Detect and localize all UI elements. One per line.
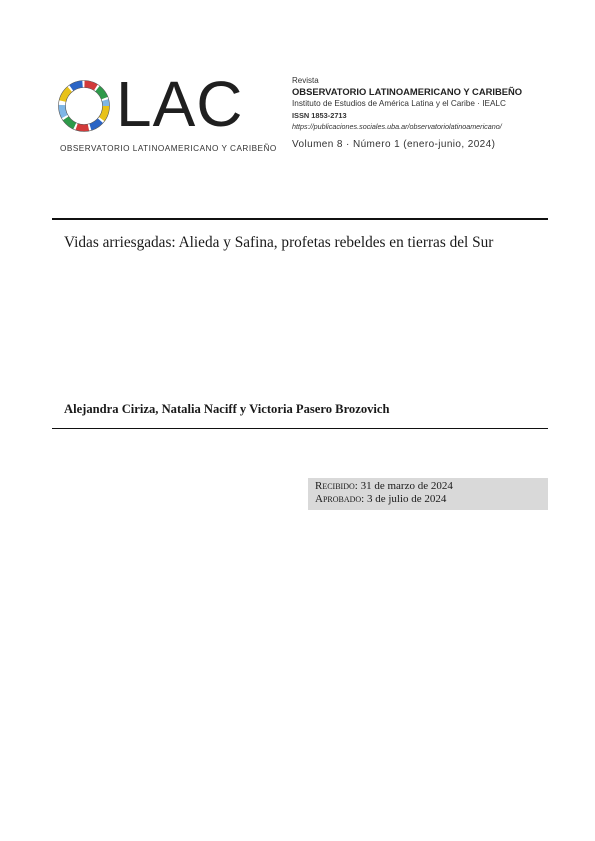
journal-issn: ISSN 1853-2713	[292, 111, 347, 120]
submission-dates-box	[308, 478, 548, 510]
journal-institute: Instituto de Estudios de América Latina y el Caribe · IEALC	[292, 99, 506, 108]
logo-letters: LAC	[116, 68, 244, 140]
received-date: 31 de marzo de 2024	[360, 480, 453, 492]
article-authors: Alejandra Ciriza, Natalia Naciff y Victoria Pasero Brozovich	[64, 402, 390, 416]
received-date-line	[315, 480, 548, 493]
journal-url[interactable]: https://publicaciones.sociales.uba.ar/observatoriolatinoamericano/	[292, 122, 502, 131]
article-title: Vidas arriesgadas: Alieda y Safina, profetas rebeldes en tierras del Sur	[64, 234, 494, 251]
title-top-rule	[52, 218, 548, 220]
received-label: Recibido:	[315, 480, 358, 492]
approved-date: 3 de julio de 2024	[366, 493, 447, 505]
journal-volume: Volumen 8 · Número 1 (enero-junio, 2024)	[292, 139, 496, 150]
flags-ring-icon	[56, 78, 112, 134]
journal-name: OBSERVATORIO LATINOAMERICANO Y CARIBEÑO	[292, 86, 523, 97]
logo-caption: OBSERVATORIO LATINOAMERICANO Y CARIBEÑO	[60, 144, 277, 153]
authors-bottom-rule	[52, 428, 548, 429]
journal-logo	[56, 68, 277, 160]
journal-info	[292, 76, 522, 152]
approved-date-line	[315, 493, 548, 506]
approved-label: Aprobado:	[315, 493, 365, 505]
journal-revista-label: Revista	[292, 76, 319, 85]
